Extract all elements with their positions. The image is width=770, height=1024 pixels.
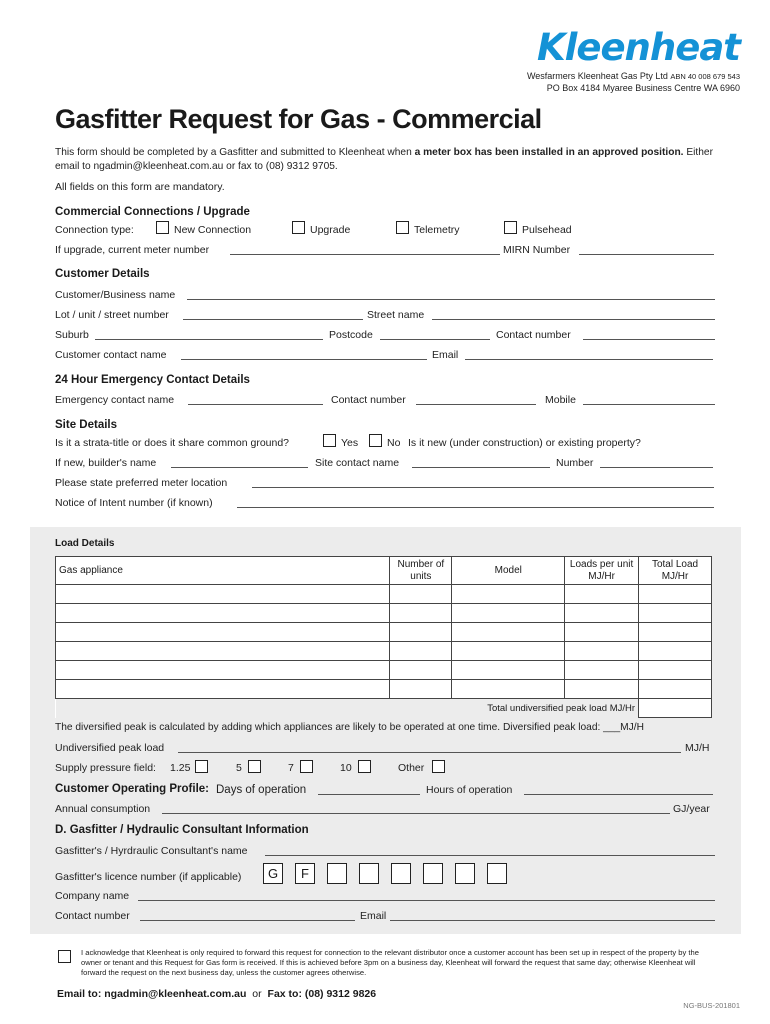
gasfitter-contact-label: Contact number xyxy=(55,910,130,922)
mirn-label: MIRN Number xyxy=(503,244,571,256)
col-gas-appliance: Gas appliance xyxy=(56,557,390,585)
postcode-field[interactable] xyxy=(380,339,490,340)
lot-label: Lot / unit / street number xyxy=(55,309,169,321)
gasfitter-name-label: Gasfitter's / Hyrdraulic Consultant's name xyxy=(55,845,248,857)
annual-unit: GJ/year xyxy=(673,803,710,815)
company-line xyxy=(527,71,740,81)
pressure-other-label: Other xyxy=(398,762,425,774)
load-table xyxy=(55,556,712,718)
postcode-label: Postcode xyxy=(329,329,373,341)
col-loads-per-unit: Loads per unit MJ/Hr xyxy=(565,557,639,585)
new-connection-checkbox[interactable] xyxy=(156,221,169,234)
intro-text-b: a meter box has been installed in an approved xyxy=(414,147,639,158)
strata-question: Is it a strata-title or does it share common ground? xyxy=(55,437,290,449)
upgrade-checkbox[interactable] xyxy=(292,221,305,234)
licence-box-5[interactable] xyxy=(391,863,411,884)
pressure-10-checkbox[interactable] xyxy=(358,760,371,773)
pressure-10-label: 10 xyxy=(340,762,352,774)
col-model: Model xyxy=(452,557,565,585)
table-row[interactable] xyxy=(56,604,712,623)
undiversified-label: Undiversified peak load xyxy=(55,742,165,754)
days-field[interactable] xyxy=(318,794,420,795)
business-name-field[interactable] xyxy=(187,299,715,300)
pressure-5-label: 5 xyxy=(236,762,242,774)
gasfitter-email-label: Email xyxy=(360,910,387,922)
company-name-label: Company name xyxy=(55,890,130,902)
company-abn: ABN 40 008 679 543 xyxy=(670,72,740,81)
meter-location-label: Please state preferred meter location xyxy=(55,477,228,489)
form-code: NG-BUS-201801 xyxy=(683,1001,740,1010)
pressure-1-25-checkbox[interactable] xyxy=(195,760,208,773)
intro-paragraph xyxy=(55,146,715,174)
diversified-text: The diversified peak is calculated by adding which appliances are likely to be operated at one time. Diversified peak load: ___MJ/H xyxy=(55,722,644,733)
mirn-field[interactable] xyxy=(579,254,714,255)
licence-box-4[interactable] xyxy=(359,863,379,884)
site-contact-field[interactable] xyxy=(412,467,550,468)
intro-text-a: This form should be completed by a Gasfitter and submitted to Kleenheat when xyxy=(55,147,415,158)
table-row[interactable] xyxy=(56,585,712,604)
current-meter-label: If upgrade, current meter number xyxy=(55,244,210,256)
emergency-heading: 24 Hour Emergency Contact Details xyxy=(55,374,250,386)
pressure-label: Supply pressure field: xyxy=(55,762,156,774)
hours-label: Hours of operation xyxy=(426,784,513,796)
col-total-load: Total Load MJ/Hr xyxy=(639,557,712,585)
footer-contact xyxy=(57,988,376,1000)
customer-contact-field[interactable] xyxy=(181,359,427,360)
annual-field[interactable] xyxy=(162,813,670,814)
table-row[interactable] xyxy=(56,642,712,661)
emergency-mobile-field[interactable] xyxy=(583,404,715,405)
licence-box-7[interactable] xyxy=(455,863,475,884)
street-name-field[interactable] xyxy=(432,319,715,320)
acknowledge-text: I acknowledge that Kleenheat is only required to forward this request for connection to the relevant distributor once a customer account has been set up in respect of the property by the owner or tenant and this Request for Gas form is received. If this is achieved before 3pm on a business day, Kleenheat will forward the request that same day; otherwise Kleenheat will forward the request on the next business day, unless the customer agrees otherwise. xyxy=(81,948,699,977)
acknowledge-checkbox[interactable] xyxy=(58,950,71,963)
strata-no-label: No xyxy=(387,437,401,449)
emergency-number-label: Contact number xyxy=(331,394,406,406)
company-address: PO Box 4184 Myaree Business Centre WA 6960 xyxy=(546,83,740,93)
pressure-5-checkbox[interactable] xyxy=(248,760,261,773)
total-row xyxy=(56,699,712,718)
contact-number-field[interactable] xyxy=(583,339,715,340)
licence-box-2[interactable]: F xyxy=(295,863,315,884)
table-row[interactable] xyxy=(56,623,712,642)
pulsehead-label: Pulsehead xyxy=(522,224,572,236)
gasfitter-heading: D. Gasfitter / Hydraulic Consultant Information xyxy=(55,824,309,836)
suburb-field[interactable] xyxy=(95,339,323,340)
business-name-label: Customer/Business name xyxy=(55,289,176,301)
strata-yes-label: Yes xyxy=(341,437,359,449)
hours-field[interactable] xyxy=(524,794,713,795)
total-undiversified-field[interactable] xyxy=(639,699,712,718)
kleenheat-logo: Kleenheat xyxy=(537,26,740,69)
lot-field[interactable] xyxy=(183,319,363,320)
undiversified-field[interactable] xyxy=(178,752,681,753)
pressure-7-label: 7 xyxy=(288,762,294,774)
footer-or: or xyxy=(252,988,262,1000)
pulsehead-checkbox[interactable] xyxy=(504,221,517,234)
connection-type-label: Connection type: xyxy=(55,224,134,236)
notice-field[interactable] xyxy=(237,507,714,508)
meter-location-field[interactable] xyxy=(252,487,714,488)
emergency-number-field[interactable] xyxy=(416,404,536,405)
site-contact-label: Site contact name xyxy=(315,457,400,469)
emergency-name-label: Emergency contact name xyxy=(55,394,175,406)
footer-fax: Fax to: (08) 9312 9826 xyxy=(267,988,377,1000)
col-number-of-units: Number of units xyxy=(390,557,452,585)
customer-heading: Customer Details xyxy=(55,268,150,280)
strata-yes-checkbox[interactable] xyxy=(323,434,336,447)
builder-label: If new, builder's name xyxy=(55,457,157,469)
footer-email[interactable]: Email to: ngadmin@kleenheat.com.au xyxy=(57,988,247,1000)
street-name-label: Street name xyxy=(367,309,425,321)
pressure-1-25-label: 1.25 xyxy=(170,762,191,774)
licence-box-1[interactable]: G xyxy=(263,863,283,884)
new-connection-label: New Connection xyxy=(174,224,252,236)
licence-box-6[interactable] xyxy=(423,863,443,884)
load-table-header xyxy=(56,557,712,585)
builder-field[interactable] xyxy=(171,467,308,468)
days-label: Days of operation xyxy=(216,784,307,796)
operating-profile-heading: Customer Operating Profile: xyxy=(55,783,209,795)
undiversified-unit: MJ/H xyxy=(685,742,710,754)
current-meter-field[interactable] xyxy=(230,254,500,255)
telemetry-checkbox[interactable] xyxy=(396,221,409,234)
table-row[interactable] xyxy=(56,680,712,699)
upgrade-label: Upgrade xyxy=(310,224,351,236)
connections-heading: Commercial Connections / Upgrade xyxy=(55,206,250,218)
telemetry-label: Telemetry xyxy=(414,224,460,236)
customer-contact-label: Customer contact name xyxy=(55,349,167,361)
gasfitter-email-field[interactable] xyxy=(390,920,715,921)
intro-text-d: Either email to ngadmin@kleenheat.com.au or fax to (08) 9312 9705. xyxy=(55,147,713,172)
new-property-question: Is it new (under construction) or existing property? xyxy=(408,437,641,449)
notice-label: Notice of Intent number (if known) xyxy=(55,497,213,509)
annual-label: Annual consumption xyxy=(55,803,151,815)
pressure-7-checkbox[interactable] xyxy=(300,760,313,773)
site-number-label: Number xyxy=(556,457,594,469)
table-row[interactable] xyxy=(56,661,712,680)
emergency-mobile-label: Mobile xyxy=(545,394,576,406)
email-label: Email xyxy=(432,349,459,361)
gasfitter-contact-field[interactable] xyxy=(140,920,355,921)
total-undiversified-label: Total undiversified peak load MJ/Hr xyxy=(56,699,639,718)
gasfitter-name-field[interactable] xyxy=(265,855,715,856)
site-number-field[interactable] xyxy=(600,467,713,468)
page-title: Gasfitter Request for Gas - Commercial xyxy=(55,104,542,134)
licence-box-3[interactable] xyxy=(327,863,347,884)
contact-number-label: Contact number xyxy=(496,329,571,341)
pressure-other-checkbox[interactable] xyxy=(432,760,445,773)
licence-label: Gasfitter's licence number (if applicable) xyxy=(55,871,242,883)
licence-box-8[interactable] xyxy=(487,863,507,884)
intro-text-c: position. xyxy=(641,147,684,158)
company-name-field[interactable] xyxy=(138,900,715,901)
suburb-label: Suburb xyxy=(55,329,89,341)
load-heading: Load Details xyxy=(55,538,115,549)
emergency-name-field[interactable] xyxy=(188,404,323,405)
email-field[interactable] xyxy=(465,359,713,360)
site-heading: Site Details xyxy=(55,419,117,431)
strata-no-checkbox[interactable] xyxy=(369,434,382,447)
mandatory-note: All fields on this form are mandatory. xyxy=(55,181,225,193)
company-name: Wesfarmers Kleenheat Gas Pty Ltd xyxy=(526,71,668,81)
